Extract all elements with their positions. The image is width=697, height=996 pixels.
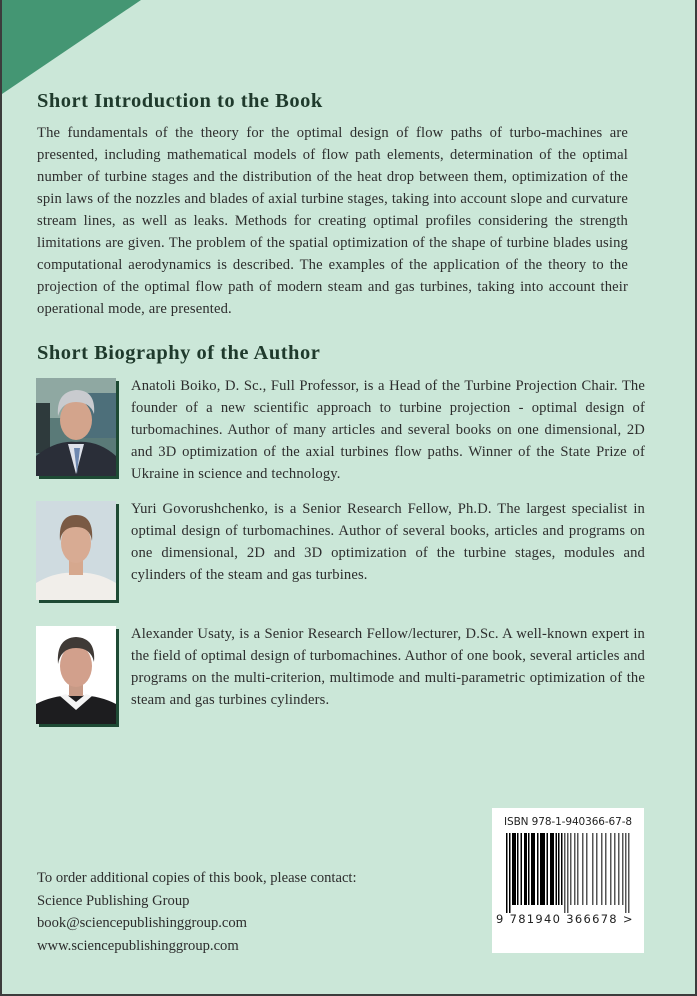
biography-heading: Short Biography of the Author [37,342,321,364]
publisher-name: Science Publishing Group [37,892,190,909]
author-photo-icon [36,378,116,476]
barcode-digits: 9 781940 366678 > [496,912,634,926]
isbn-barcode [492,808,644,953]
author-photo-icon [36,626,116,724]
corner-accent-triangle [2,0,141,94]
isbn-label: ISBN 978-1-940366-67-8 [504,816,632,828]
author-photo-icon [36,501,116,600]
author-bio-1: Anatoli Boiko, D. Sc., Full Professor, is a Head of the Turbine Projection Chair. The founder of a new scientific approach to turbine projection - optimal design of turbomachines. Author of many articles and several books on one dimensional, 2D and 3D optimization of the axial turbines flow paths. Winner of the State Prize of Ukraine in science and technology. [131,378,645,482]
book-back-cover [2,0,695,994]
publisher-email-link[interactable]: book@sciencepublishinggroup.com [37,915,248,931]
author-bio-2: Yuri Govorushchenko, is a Senior Research Fellow, Ph.D. The largest specialist in optimal design of turbomachines. Author of several books, articles and programs on one dimensional, 2D and 3D optimization of the turbine stages, modules and cylinders of the steam and gas turbines. [131,501,645,583]
order-instructions: To order additional copies of this book, please contact: [37,870,357,886]
order-contact-block [37,867,357,957]
intro-heading: Short Introduction to the Book [37,90,323,112]
barcode-bars-icon [506,833,636,913]
intro-paragraph: The fundamentals of the theory for the optimal design of flow paths of turbo-machines are presented, including mathematical models of flow path elements, determination of the optimal number of turbine stages and the distribution of the heat drop between them, optimization of the spin laws of the nozzles and blades of axial turbine stages, taking into account slope and curvature stream lines, as well as leaks. Methods for creating optimal profiles considering the strength limitations are given. The problem of the spatial optimization of the shape of turbine blades using computational aerodynamics is described. The examples of the application of the theory to the projection of the optimal flow path of modern steam and gas turbines, taking into account their operational mode, are presented. [37,125,628,317]
publisher-website-link[interactable]: www.sciencepublishinggroup.com [37,937,239,954]
author-bio-3: Alexander Usaty, is a Senior Research Fellow/lecturer, D.Sc. A well-known expert in the field of optimal design of turbomachines. Author of one book, several articles and programs on the multi-criterion, multimode and multi-parametric optimization of the steam and gas turbines cylinders. [131,626,645,708]
